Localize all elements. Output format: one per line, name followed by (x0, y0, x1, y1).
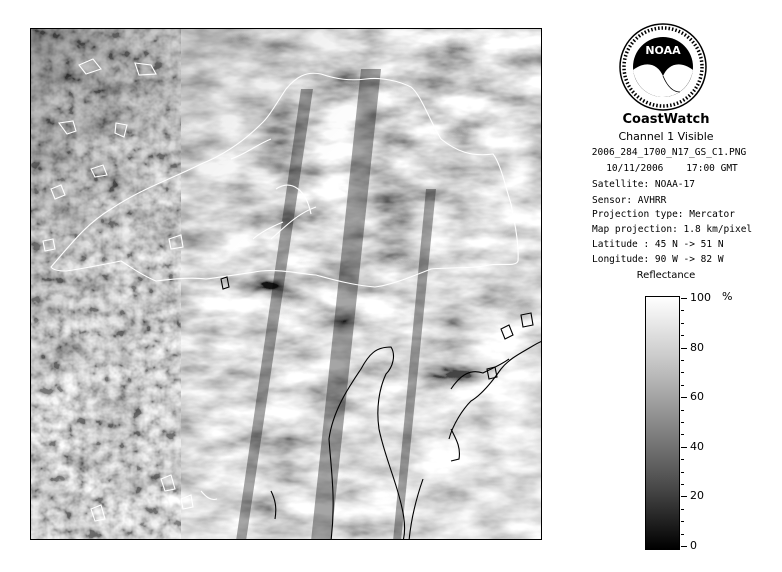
colorbar-minor-tick (681, 372, 684, 373)
satellite-image-panel (30, 28, 542, 540)
colorbar-tick (681, 546, 687, 547)
colorbar-minor-tick (681, 360, 684, 361)
colorbar-minor-tick (681, 521, 684, 522)
colorbar-tick (681, 397, 687, 398)
satellite-label: Satellite: NOAA-17 (592, 179, 695, 190)
colorbar-tick (681, 496, 687, 497)
noaa-logo-text: NOAA (645, 44, 681, 57)
latitude-label: Latitude : 45 N -> 51 N (592, 239, 724, 250)
product-title: CoastWatch (622, 112, 710, 127)
colorbar-tick-label: 80 (690, 340, 704, 354)
filename-label: 2006_284_1700_N17_GS_C1.PNG (591, 147, 747, 158)
colorbar-minor-tick (681, 509, 684, 510)
colorbar-minor-tick (681, 484, 684, 485)
map-projection-label: Map projection: 1.8 km/pixel (592, 224, 753, 235)
colorbar-minor-tick (681, 472, 684, 473)
sensor-label: Sensor: AVHRR (592, 195, 667, 206)
noaa-logo (618, 22, 708, 112)
satellite-image (31, 29, 542, 540)
colorbar-minor-tick (681, 335, 684, 336)
colorbar-tick (681, 447, 687, 448)
legend-unit: % (722, 290, 733, 303)
colorbar-tick-label: 40 (690, 439, 704, 453)
colorbar-tick (681, 298, 687, 299)
date-label: 10/11/2006 (606, 163, 664, 174)
colorbar-minor-tick (681, 410, 684, 411)
colorbar-minor-tick (681, 434, 684, 435)
channel-label: Channel 1 Visible (618, 130, 714, 143)
colorbar-minor-tick (681, 459, 684, 460)
datetime-label (572, 161, 772, 176)
colorbar-tick-label: 100 (690, 291, 711, 304)
colorbar-tick (681, 348, 687, 349)
colorbar-minor-tick (681, 385, 684, 386)
colorbar-minor-tick (681, 310, 684, 311)
colorbar-tick-label: 0 (690, 539, 697, 552)
colorbar-tick-label: 60 (690, 390, 704, 404)
colorbar-minor-tick (681, 534, 684, 535)
time-label: 17:00 GMT (686, 163, 738, 174)
legend-title: Reflectance (636, 270, 696, 281)
colorbar-minor-tick (681, 422, 684, 423)
colorbar-minor-tick (681, 323, 684, 324)
reflectance-colorbar (645, 296, 680, 550)
longitude-label: Longitude: 90 W -> 82 W (592, 254, 724, 265)
colorbar-tick-label: 20 (690, 489, 704, 503)
projection-type-label: Projection type: Mercator (592, 209, 735, 220)
